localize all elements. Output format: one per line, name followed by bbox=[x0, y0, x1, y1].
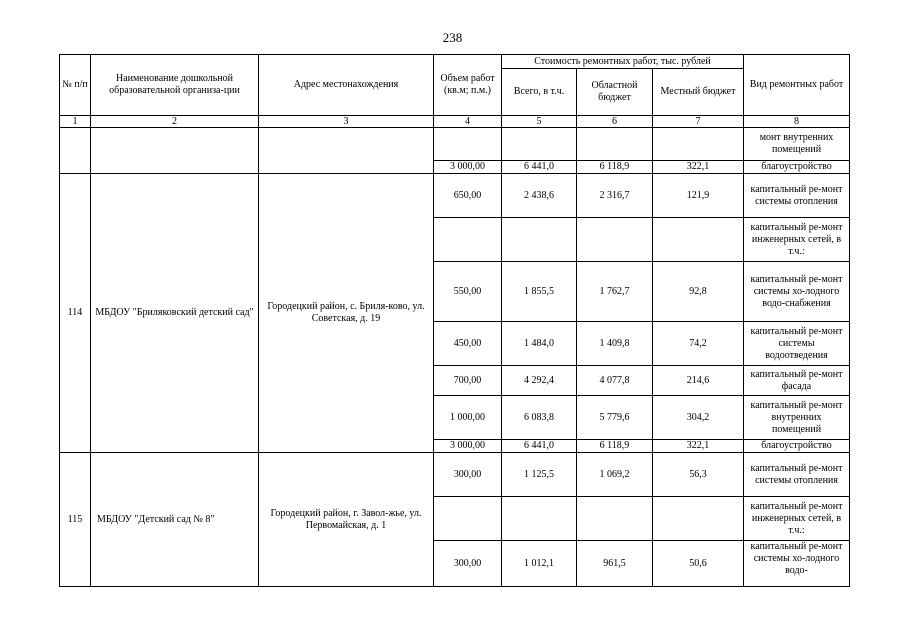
cell-volume: 550,00 bbox=[434, 262, 502, 322]
cell-total: 1 484,0 bbox=[502, 322, 577, 366]
cell-regional: 6 118,9 bbox=[577, 161, 653, 174]
cell-local bbox=[653, 128, 744, 161]
cell-total bbox=[502, 218, 577, 262]
cell-num: 115 bbox=[60, 453, 91, 587]
cell-local: 74,2 bbox=[653, 322, 744, 366]
cell-local: 121,9 bbox=[653, 174, 744, 218]
cell-regional: 1 409,8 bbox=[577, 322, 653, 366]
cell-local: 304,2 bbox=[653, 396, 744, 440]
col-number: 6 bbox=[577, 116, 653, 128]
cell-regional bbox=[577, 218, 653, 262]
cell-total: 1 125,5 bbox=[502, 453, 577, 497]
cell-regional: 1 762,7 bbox=[577, 262, 653, 322]
header-work-type: Вид ремонтных работ bbox=[744, 55, 850, 116]
cell-work-type: капитальный ре-монт внутренних помещений bbox=[744, 396, 850, 440]
cell-total: 1 012,1 bbox=[502, 541, 577, 587]
col-number: 4 bbox=[434, 116, 502, 128]
table-row bbox=[60, 174, 850, 218]
page-number: 238 bbox=[442, 30, 463, 45]
table-row bbox=[60, 128, 850, 161]
cell-address: Городецкий район, с. Бриля-ково, ул. Советская, д. 19 bbox=[259, 174, 434, 453]
cell-regional: 2 316,7 bbox=[577, 174, 653, 218]
cell-total: 6 441,0 bbox=[502, 161, 577, 174]
cell-name: МБДОУ "Детский сад № 8" bbox=[91, 453, 259, 587]
col-number: 8 bbox=[744, 116, 850, 128]
cell-work-type: капитальный ре-монт системы хо-лодного водо-снабжения bbox=[744, 262, 850, 322]
cell-work-type: капитальный ре-монт системы водоотведения bbox=[744, 322, 850, 366]
cell-local: 214,6 bbox=[653, 366, 744, 396]
header-num: № п/п bbox=[60, 55, 91, 116]
cell-total: 1 855,5 bbox=[502, 262, 577, 322]
cell-volume bbox=[434, 497, 502, 541]
cell-regional: 6 118,9 bbox=[577, 440, 653, 453]
cell-work-type: капитальный ре-монт системы хо-лодного водо- bbox=[744, 541, 850, 587]
cell-volume bbox=[434, 218, 502, 262]
cell-address: Городецкий район, г. Завол-жье, ул. Первомайская, д. 1 bbox=[259, 453, 434, 587]
cell-work-type: капитальный ре-монт системы отопления bbox=[744, 453, 850, 497]
cell-total: 6 083,8 bbox=[502, 396, 577, 440]
cell-work-type: капитальный ре-монт системы отопления bbox=[744, 174, 850, 218]
cell-regional: 5 779,6 bbox=[577, 396, 653, 440]
cell-local bbox=[653, 497, 744, 541]
cell-work-type: капитальный ре-монт инженерных сетей, в т.ч.: bbox=[744, 218, 850, 262]
cell-volume: 3 000,00 bbox=[434, 161, 502, 174]
cell-local bbox=[653, 218, 744, 262]
header-total: Всего, в т.ч. bbox=[502, 69, 577, 116]
header-cost-group: Стоимость ремонтных работ, тыс. рублей bbox=[502, 55, 744, 69]
cell-total: 4 292,4 bbox=[502, 366, 577, 396]
header-local: Местный бюджет bbox=[653, 69, 744, 116]
cell-work-type: капитальный ре-монт инженерных сетей, в т.ч.: bbox=[744, 497, 850, 541]
cell-volume: 650,00 bbox=[434, 174, 502, 218]
cell-name bbox=[91, 128, 259, 174]
col-number: 7 bbox=[653, 116, 744, 128]
col-number: 3 bbox=[259, 116, 434, 128]
header-regional: Областной бюджет bbox=[577, 69, 653, 116]
cell-local: 322,1 bbox=[653, 440, 744, 453]
cell-volume: 450,00 bbox=[434, 322, 502, 366]
cell-regional: 961,5 bbox=[577, 541, 653, 587]
header-name: Наименование дошкольной образовательной организа-ции bbox=[91, 55, 259, 116]
cell-volume: 300,00 bbox=[434, 453, 502, 497]
cell-total: 2 438,6 bbox=[502, 174, 577, 218]
cell-total bbox=[502, 497, 577, 541]
header-volume: Объем работ (кв.м; п.м.) bbox=[434, 55, 502, 116]
cell-work-type: благоустройство bbox=[744, 161, 850, 174]
cell-total: 6 441,0 bbox=[502, 440, 577, 453]
cell-local: 92,8 bbox=[653, 262, 744, 322]
cell-regional bbox=[577, 497, 653, 541]
cell-volume: 700,00 bbox=[434, 366, 502, 396]
cell-work-type: монт внутренних помещений bbox=[744, 128, 850, 161]
cell-total bbox=[502, 128, 577, 161]
cell-regional: 4 077,8 bbox=[577, 366, 653, 396]
col-number: 2 bbox=[91, 116, 259, 128]
cell-num: 114 bbox=[60, 174, 91, 453]
cell-volume: 1 000,00 bbox=[434, 396, 502, 440]
cell-regional: 1 069,2 bbox=[577, 453, 653, 497]
col-number: 1 bbox=[60, 116, 91, 128]
cell-volume bbox=[434, 128, 502, 161]
cell-work-type: капитальный ре-монт фасада bbox=[744, 366, 850, 396]
cell-local: 56,3 bbox=[653, 453, 744, 497]
cell-work-type: благоустройство bbox=[744, 440, 850, 453]
cell-name: МБДОУ "Бриляковский детский сад" bbox=[91, 174, 259, 453]
col-number: 5 bbox=[502, 116, 577, 128]
cell-volume: 3 000,00 bbox=[434, 440, 502, 453]
column-numbers-row bbox=[60, 116, 850, 128]
cell-volume: 300,00 bbox=[434, 541, 502, 587]
cell-local: 50,6 bbox=[653, 541, 744, 587]
header-address: Адрес местонахождения bbox=[259, 55, 434, 116]
cell-regional bbox=[577, 128, 653, 161]
cell-local: 322,1 bbox=[653, 161, 744, 174]
cell-num bbox=[60, 128, 91, 174]
table-row bbox=[60, 453, 850, 497]
header-row bbox=[60, 55, 850, 69]
repair-works-table bbox=[59, 54, 850, 587]
cell-address bbox=[259, 128, 434, 174]
